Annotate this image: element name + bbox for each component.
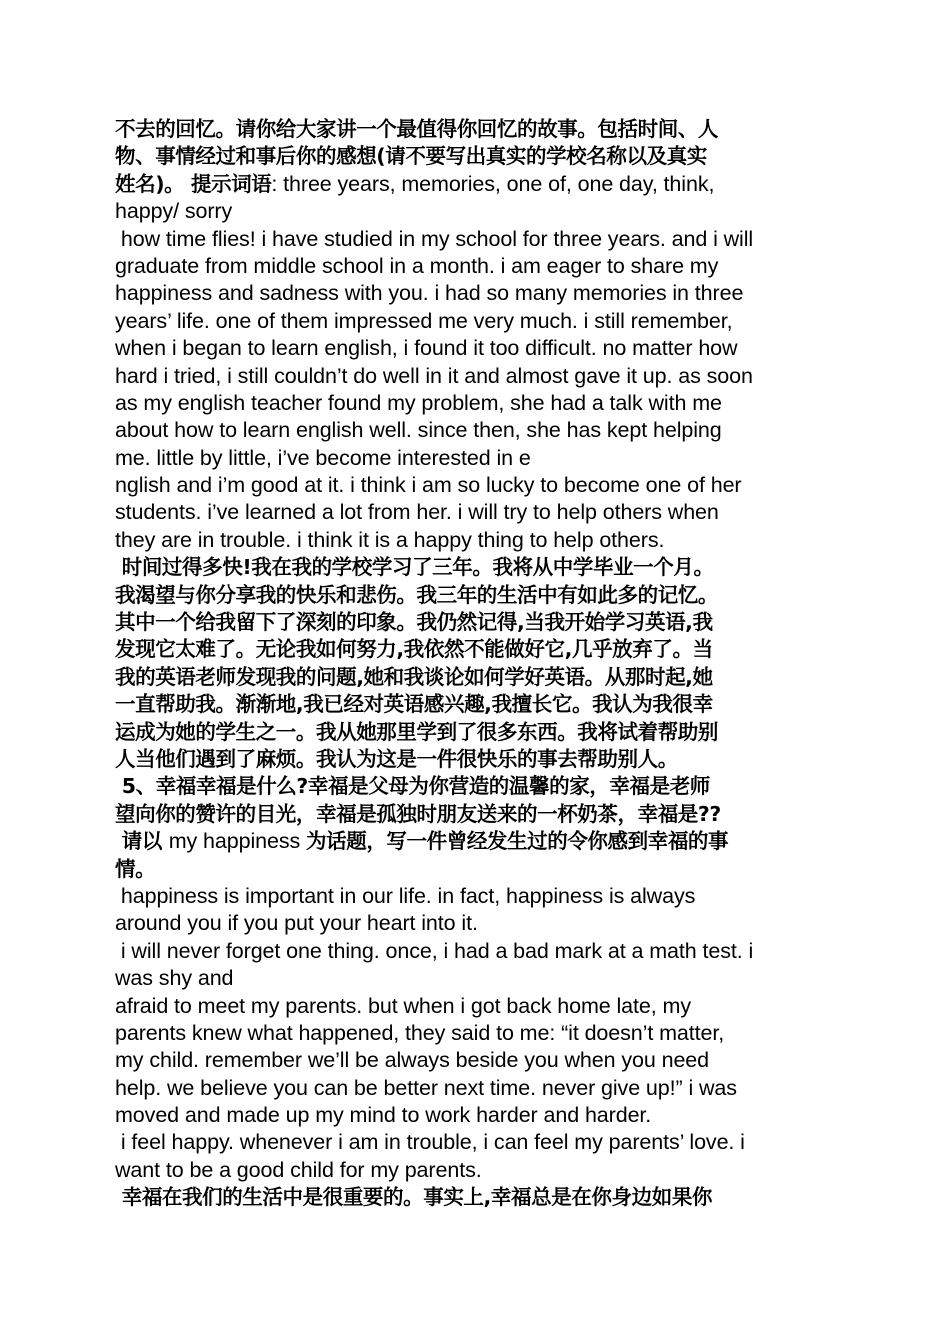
text-segment: 不去的回忆。请你给大家讲一个最值得你回忆的故事。包括时间、人 bbox=[115, 117, 718, 141]
text-line bbox=[115, 280, 837, 307]
text-segment: was shy and bbox=[115, 966, 234, 991]
text-segment: when i began to learn english, i found it too difficult. no matter how bbox=[115, 336, 738, 361]
text-segment: hard i tried, i still couldn’t do well in it and almost gave it up. as soon bbox=[115, 363, 753, 388]
text-segment: 情。 bbox=[115, 856, 156, 881]
text-segment: happy/ sorry bbox=[115, 199, 233, 224]
text-line bbox=[115, 499, 837, 526]
text-segment: 幸福在我们的生活中是很重要的。事实上,幸福总是在你身边如果你 bbox=[115, 1185, 713, 1210]
text-segment: me. little by little, i’ve become interested in e bbox=[115, 445, 531, 470]
text-segment: i will never forget one thing. once, i had a bad mark at a math test. i bbox=[115, 938, 754, 963]
text-line bbox=[115, 472, 837, 499]
text-segment: 一直帮助我。渐渐地,我已经对英语感兴趣,我擅长它。我认为我很幸 bbox=[115, 692, 713, 717]
text-line bbox=[115, 993, 837, 1020]
text-segment: 发现它太难了。无论我如何努力,我依然不能做好它,几乎放弃了。当 bbox=[115, 637, 713, 662]
text-line bbox=[115, 363, 837, 390]
text-segment: 其中一个给我留下了深刻的印象。我仍然记得,当我开始学习英语,我 bbox=[115, 610, 713, 635]
text-segment: 5、幸福幸福是什么?幸福是父母为你营造的温馨的家，幸福是老师 bbox=[115, 774, 710, 799]
text-line bbox=[115, 636, 837, 663]
text-segment: happiness and sadness with you. i had so many memories in three bbox=[115, 281, 744, 306]
text-segment: want to be a good child for my parents. bbox=[115, 1157, 482, 1182]
text-line bbox=[115, 1102, 837, 1129]
text-segment: 请以 bbox=[115, 829, 169, 854]
text-segment: 物、事情经过和事后你的感想(请不要写出真实的学校名称以及真实 bbox=[115, 144, 707, 169]
text-segment: 时间过得多快!我在我的学校学习了三年。我将从中学毕业一个月。 bbox=[115, 555, 714, 580]
text-segment: nglish and i’m good at it. i think i am so lucky to become one of her bbox=[115, 473, 742, 498]
text-line bbox=[115, 390, 837, 417]
document-body bbox=[115, 116, 837, 1212]
text-line bbox=[115, 445, 837, 472]
text-segment: graduate from middle school in a month. i am eager to share my bbox=[115, 253, 719, 278]
text-line bbox=[115, 609, 837, 636]
text-line bbox=[115, 198, 837, 225]
text-segment: i feel happy. whenever i am in trouble, i can feel my parents’ love. i bbox=[115, 1130, 745, 1155]
text-line bbox=[115, 664, 837, 691]
text-line bbox=[115, 527, 837, 554]
text-segment: as my english teacher found my problem, she had a talk with me bbox=[115, 390, 722, 415]
text-line bbox=[115, 883, 837, 910]
text-line bbox=[115, 171, 837, 198]
text-line bbox=[115, 691, 837, 718]
text-segment: : three years, memories, one of, one day, think, bbox=[271, 171, 715, 196]
text-segment: 人当他们遇到了麻烦。我认为这是一件很快乐的事去帮助别人。 bbox=[115, 746, 678, 771]
text-line bbox=[115, 828, 837, 855]
text-line bbox=[115, 1047, 837, 1074]
text-segment: my child. remember we’ll be always beside you when you need bbox=[115, 1048, 710, 1073]
text-line bbox=[115, 554, 837, 581]
text-segment: they are in trouble. i think it is a happy thing to help others. bbox=[115, 527, 665, 552]
text-line bbox=[115, 1129, 837, 1156]
text-segment: my happiness bbox=[168, 829, 307, 854]
text-segment: how time flies! i have studied in my school for three years. and i will bbox=[115, 226, 754, 251]
text-line bbox=[115, 801, 837, 828]
text-segment: 运成为她的学生之一。我从她那里学到了很多东西。我将试着帮助别 bbox=[115, 719, 718, 744]
text-line bbox=[115, 226, 837, 253]
text-line bbox=[115, 582, 837, 609]
text-segment: 我渴望与你分享我的快乐和悲伤。我三年的生活中有如此多的记忆。 bbox=[115, 582, 718, 607]
text-line bbox=[115, 116, 837, 143]
text-segment: help. we believe you can be better next time. never give up!” i was bbox=[115, 1075, 737, 1100]
text-line bbox=[115, 719, 837, 746]
text-line bbox=[115, 335, 837, 362]
text-segment: years’ life. one of them impressed me very much. i still remember, bbox=[115, 308, 733, 333]
text-line bbox=[115, 1075, 837, 1102]
text-line bbox=[115, 253, 837, 280]
text-segment: 我的英语老师发现我的问题,她和我谈论如何学好英语。从那时起,她 bbox=[115, 664, 713, 689]
text-segment: students. i’ve learned a lot from her. i will try to help others when bbox=[115, 500, 719, 525]
text-line bbox=[115, 417, 837, 444]
text-segment: parents knew what happened, they said to me: “it doesn’t matter, bbox=[115, 1020, 725, 1045]
text-line bbox=[115, 1020, 837, 1047]
text-line bbox=[115, 143, 837, 170]
text-segment: around you if you put your heart into it. bbox=[115, 911, 478, 936]
text-line bbox=[115, 965, 837, 992]
text-segment: about how to learn english well. since then, she has kept helping bbox=[115, 418, 722, 443]
text-segment: 为话题，写一件曾经发生过的令你感到幸福的事 bbox=[306, 829, 729, 854]
text-line bbox=[115, 746, 837, 773]
text-segment: 望向你的赞许的目光，幸福是孤独时朋友送来的一杯奶茶，幸福是?? bbox=[115, 801, 721, 826]
text-line bbox=[115, 773, 837, 800]
text-segment: 姓名)。 提示词语 bbox=[115, 171, 272, 196]
text-line bbox=[115, 856, 837, 883]
text-line bbox=[115, 308, 837, 335]
text-segment: afraid to meet my parents. but when i got back home late, my bbox=[115, 993, 691, 1018]
text-segment: happiness is important in our life. in fact, happiness is always bbox=[115, 883, 696, 908]
text-line bbox=[115, 1157, 837, 1184]
text-line bbox=[115, 910, 837, 937]
text-line bbox=[115, 1184, 837, 1211]
text-segment: moved and made up my mind to work harder and harder. bbox=[115, 1103, 652, 1128]
text-line bbox=[115, 938, 837, 965]
